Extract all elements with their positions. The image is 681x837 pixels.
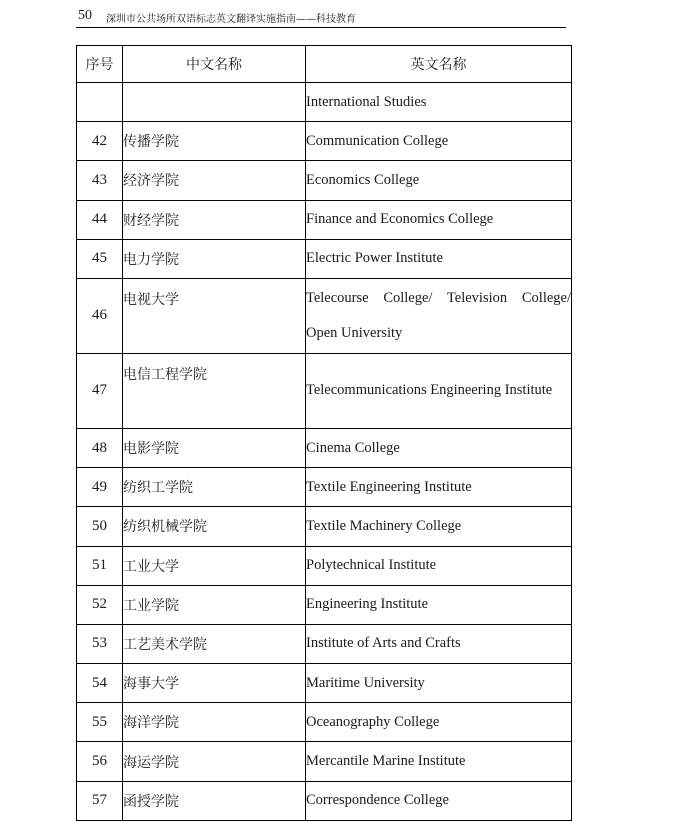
chinese-name: 海运学院 bbox=[123, 742, 306, 781]
english-name: International Studies bbox=[306, 83, 572, 122]
column-header-number: 序号 bbox=[77, 46, 123, 83]
row-number: 48 bbox=[77, 428, 123, 467]
table-row bbox=[77, 703, 572, 742]
chinese-name: 电信工程学院 bbox=[123, 353, 306, 428]
english-name: Electric Power Institute bbox=[306, 239, 572, 278]
english-name: Economics College bbox=[306, 161, 572, 200]
column-header-english-name: 英文名称 bbox=[306, 46, 572, 83]
english-name: Correspondence College bbox=[306, 781, 572, 820]
chinese-name: 纺织机械学院 bbox=[123, 507, 306, 546]
table-row-continued bbox=[77, 83, 572, 122]
row-number: 52 bbox=[77, 585, 123, 624]
chinese-name: 函授学院 bbox=[123, 781, 306, 820]
row-number: 55 bbox=[77, 703, 123, 742]
row-number: 57 bbox=[77, 781, 123, 820]
chinese-name: 电视大学 bbox=[123, 278, 306, 353]
column-header-chinese-name: 中文名称 bbox=[123, 46, 306, 83]
row-number: 45 bbox=[77, 239, 123, 278]
table-header-row bbox=[77, 46, 572, 83]
english-name: Textile Machinery College bbox=[306, 507, 572, 546]
row-number: 42 bbox=[77, 122, 123, 161]
chinese-name: 工艺美术学院 bbox=[123, 624, 306, 663]
row-number: 46 bbox=[77, 278, 123, 353]
english-name: Oceanography College bbox=[306, 703, 572, 742]
english-name: Institute of Arts and Crafts bbox=[306, 624, 572, 663]
table-row bbox=[77, 239, 572, 278]
chinese-name: 财经学院 bbox=[123, 200, 306, 239]
chinese-name: 电力学院 bbox=[123, 239, 306, 278]
english-name: Mercantile Marine Institute bbox=[306, 742, 572, 781]
english-name: Polytechnical Institute bbox=[306, 546, 572, 585]
row-number: 53 bbox=[77, 624, 123, 663]
english-name: Engineering Institute bbox=[306, 585, 572, 624]
chinese-name: 电影学院 bbox=[123, 428, 306, 467]
chinese-name: 经济学院 bbox=[123, 161, 306, 200]
chinese-name: 海事大学 bbox=[123, 664, 306, 703]
table-row bbox=[77, 742, 572, 781]
chinese-name: 工业大学 bbox=[123, 546, 306, 585]
table-row bbox=[77, 507, 572, 546]
english-name: Communication College bbox=[306, 122, 572, 161]
running-title: 深圳市公共场所双语标志英文翻译实施指南——科技教育 bbox=[106, 14, 356, 25]
english-name: Textile Engineering Institute bbox=[306, 468, 572, 507]
chinese-name: 传播学院 bbox=[123, 122, 306, 161]
chinese-name: 纺织工学院 bbox=[123, 468, 306, 507]
table-row bbox=[77, 200, 572, 239]
english-name: Telecommunications Engineering Institute bbox=[306, 353, 572, 428]
chinese-name: 工业学院 bbox=[123, 585, 306, 624]
table-row bbox=[77, 468, 572, 507]
table-row bbox=[77, 278, 572, 353]
row-number: 56 bbox=[77, 742, 123, 781]
table-row bbox=[77, 546, 572, 585]
row-number: 43 bbox=[77, 161, 123, 200]
table-row bbox=[77, 428, 572, 467]
chinese-name bbox=[123, 83, 306, 122]
chinese-name: 海洋学院 bbox=[123, 703, 306, 742]
table-row bbox=[77, 161, 572, 200]
row-number: 51 bbox=[77, 546, 123, 585]
english-name: Telecourse College/ Television College/ Open University bbox=[306, 278, 572, 353]
table-row bbox=[77, 664, 572, 703]
table-row bbox=[77, 585, 572, 624]
row-number: 54 bbox=[77, 664, 123, 703]
english-name: Finance and Economics College bbox=[306, 200, 572, 239]
table-row bbox=[77, 353, 572, 428]
page-number: 50 bbox=[78, 8, 92, 23]
row-number: 50 bbox=[77, 507, 123, 546]
row-number: 47 bbox=[77, 353, 123, 428]
table-row bbox=[77, 122, 572, 161]
row-number: 49 bbox=[77, 468, 123, 507]
english-name: Maritime University bbox=[306, 664, 572, 703]
table-row bbox=[77, 781, 572, 820]
row-number: 44 bbox=[77, 200, 123, 239]
page-header bbox=[76, 6, 566, 28]
terminology-table bbox=[76, 45, 572, 821]
row-number bbox=[77, 83, 123, 122]
english-name: Cinema College bbox=[306, 428, 572, 467]
table-row bbox=[77, 624, 572, 663]
